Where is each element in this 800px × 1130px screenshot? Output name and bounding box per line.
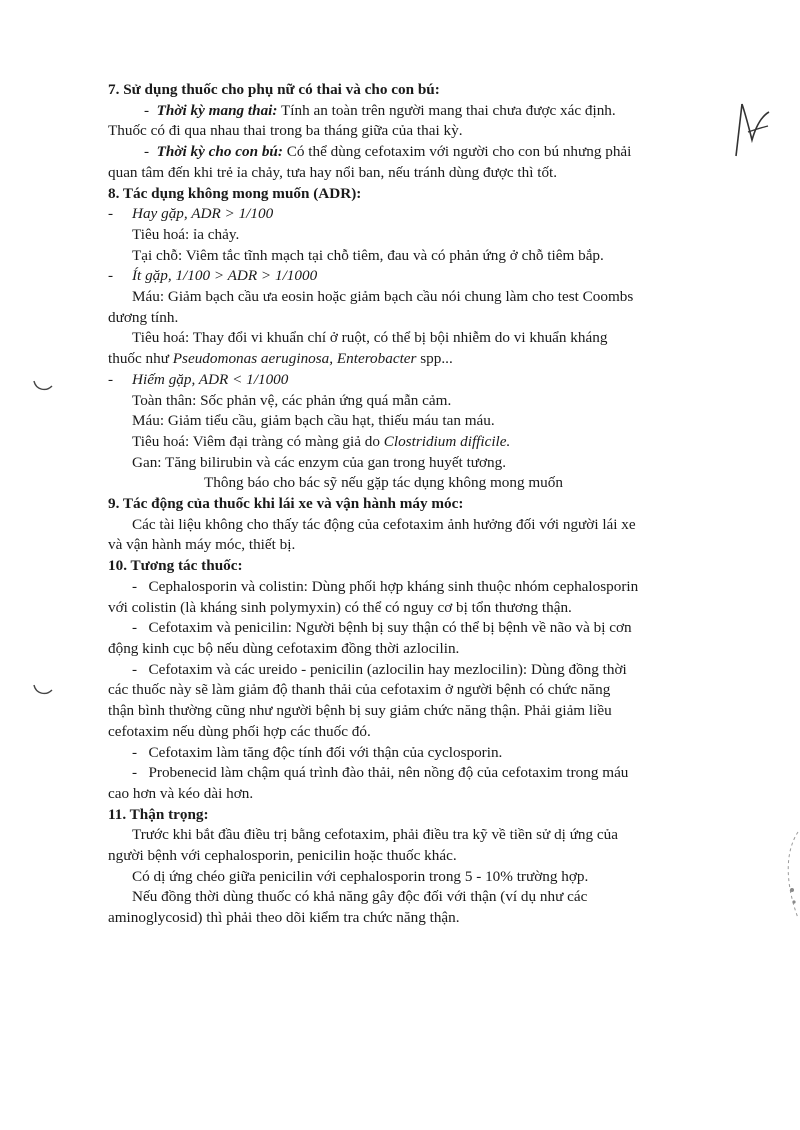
binding-mark-icon (32, 682, 54, 698)
precaution-cont: aminoglycosid) thì phải theo dõi kiểm tra chức năng thận. (108, 909, 460, 927)
interaction-item: - Cefotaxim và penicilin: Người bệnh bị suy thận có thể bị bệnh về não và bị cơn (132, 619, 632, 637)
precaution-cont: người bệnh với cephalosporin, penicilin hoặc thuốc khác. (108, 847, 457, 865)
adr-uncommon-cont: thuốc như Pseudomonas aeruginosa, Enterobacter spp... (108, 350, 453, 368)
interaction-item: - Cefotaxim làm tăng độc tính đối với thận của cyclosporin. (132, 743, 503, 761)
section-7-heading: 7. Sử dụng thuốc cho phụ nữ có thai và cho con bú: (108, 81, 440, 98)
adr-uncommon-item: Máu: Giảm bạch cầu ưa eosin hoặc giảm bạch cầu nói chung làm cho test Coombs (132, 288, 634, 306)
interaction-item: - Cefotaxim và các ureido - penicilin (azlocilin hay mezlocilin): Dùng đồng thời (132, 660, 627, 678)
interaction-cont: động kinh cục bộ nếu dùng cefotaxim đồng thời azlocilin. (108, 639, 460, 657)
s7-lactation-cont: quan tâm đến khi trẻ ỉa chảy, tưa hay nổi ban, nếu tránh dùng được thì tốt. (108, 163, 558, 181)
precaution-paragraph: Có dị ứng chéo giữa penicilin với cephalosporin trong 5 - 10% trường hợp. (132, 867, 589, 885)
adr-rare-item: Máu: Giảm tiểu cầu, giảm bạch cầu hạt, thiếu máu tan máu. (132, 412, 495, 430)
s7-lactation-line: - Thời kỳ cho con bú: Có thể dùng cefotaxim với người cho con bú nhưng phải (144, 143, 632, 161)
s9-paragraph: Các tài liệu không cho thấy tác động của cefotaxim ảnh hưởng đối với người lái xe (132, 515, 636, 533)
adr-rare-item: Toàn thân: Sốc phản vệ, các phản ứng quá mẫn cảm. (132, 391, 452, 409)
adr-uncommon-cont: dương tính. (108, 308, 179, 326)
document-page (108, 80, 720, 929)
binding-mark-icon (32, 378, 54, 394)
interaction-cont: với colistin (là kháng sinh polymyxin) có thể có nguy cơ bị tổn thương thận. (108, 598, 572, 616)
interaction-item: - Probenecid làm chậm quá trình đào thải, nên nồng độ của cefotaxim trong máu (132, 764, 629, 782)
interaction-cont: các thuốc này sẽ làm giảm độ thanh thải của cefotaxim ở người bệnh có chức năng (108, 681, 611, 699)
s7-pregnancy-cont: Thuốc có đi qua nhau thai trong ba tháng giữa của thai kỳ. (108, 122, 463, 140)
s7-pregnancy-line: - Thời kỳ mang thai: Tính an toàn trên người mang thai chưa được xác định. (144, 101, 616, 119)
precaution-paragraph: Nếu đồng thời dùng thuốc có khả năng gây độc đối với thận (ví dụ như các (132, 888, 588, 906)
interaction-item: - Cephalosporin và colistin: Dùng phối hợp kháng sinh thuộc nhóm cephalosporin (132, 577, 639, 595)
adr-rare-item: Tiêu hoá: Viêm đại tràng có màng giả do Clostridium difficile. (132, 432, 511, 450)
section-9-heading: 9. Tác động của thuốc khi lái xe và vận hành máy móc: (108, 495, 464, 513)
section-8-heading: 8. Tác dụng không mong muốn (ADR): (108, 184, 362, 202)
section-11-heading: 11. Thận trọng: (108, 805, 209, 823)
s9-paragraph-cont: và vận hành máy móc, thiết bị. (108, 536, 296, 554)
adr-uncommon-heading: - Ít gặp, 1/100 > ADR > 1/1000 (108, 267, 318, 285)
adr-rare-heading: - Hiếm gặp, ADR < 1/1000 (108, 370, 289, 388)
interaction-cont: thận bình thường cũng như người bệnh bị suy giảm chức năng thận. Phải giảm liều (108, 702, 612, 720)
adr-uncommon-item: Tiêu hoá: Thay đổi vi khuẩn chí ở ruột, có thể bị bội nhiễm do vi khuẩn kháng (132, 329, 608, 347)
adr-notify-line: Thông báo cho bác sỹ nếu gặp tác dụng không mong muốn (204, 474, 563, 492)
adr-common-heading: - Hay gặp, ADR > 1/100 (108, 205, 274, 223)
lactation-label: Thời kỳ cho con bú: (156, 143, 283, 161)
handwritten-initial-icon (722, 98, 772, 160)
adr-common-item: Tại chỗ: Viêm tắc tĩnh mạch tại chỗ tiêm, đau và có phản ứng ở chỗ tiêm bắp. (132, 246, 604, 264)
pregnancy-text: Tính an toàn trên người mang thai chưa được xác định. (277, 101, 616, 119)
pregnancy-label: Thời kỳ mang thai: (156, 101, 278, 119)
interaction-cont: cefotaxim nếu dùng phối hợp các thuốc đó. (108, 722, 371, 740)
adr-rare-item: Gan: Tăng bilirubin và các enzym của gan trong huyết tương. (132, 453, 507, 471)
adr-common-item: Tiêu hoá: ỉa chảy. (132, 225, 240, 243)
section-10-heading: 10. Tương tác thuốc: (108, 557, 243, 575)
lactation-text: Có thể dùng cefotaxim với người cho con bú nhưng phải (282, 143, 632, 161)
precaution-paragraph: Trước khi bắt đầu điều trị bằng cefotaxim, phải điều tra kỹ về tiền sử dị ứng của (132, 826, 618, 844)
stamp-fragment-icon (774, 830, 800, 920)
interaction-cont: cao hơn và kéo dài hơn. (108, 784, 254, 802)
